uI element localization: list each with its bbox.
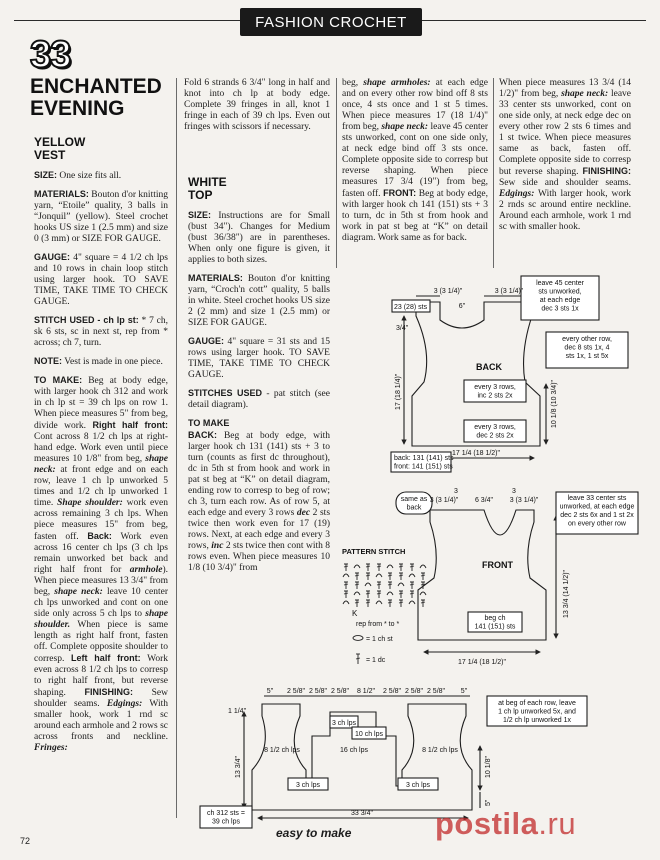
svg-text:10 1/8": 10 1/8" [485, 756, 492, 778]
back-top-w3: 3 (3 1/4)" [494, 288, 524, 295]
svg-text:8 1/2 ch lps: 8 1/2 ch lps [422, 747, 458, 754]
stitch-symbol [409, 601, 415, 604]
svg-text:8 1/2": 8 1/2" [356, 688, 376, 695]
svg-text:every other row,dec 8 sts 1x,: every other row, dec 8 sts 1x, 4 sts 1x, 1 st 5x [562, 336, 612, 360]
svg-text:2 5/8": 2 5/8" [286, 688, 306, 695]
front-label: FRONT [482, 560, 513, 570]
back-bottom-width: 17 1/4 (18 1/2)" [451, 450, 501, 457]
svg-text:3 (3 1/4)": 3 (3 1/4)" [509, 497, 539, 504]
svg-text:3 ch lps: 3 ch lps [295, 782, 321, 789]
back-label: BACK [476, 362, 502, 372]
top-instructions: SIZE: Instructions are for Small (bust 34"). Changes for Medium (bust 36/38") are in parentheses. When only one figure is given, it applies to both sizes. MATERIALS: Bouton d'or knitting yarn, “Croch'n cott” quality, 5 balls in white. Steel crochet hooks US size 2 (2 mm) and size 1 (2.5 mm) or SIZE FOR GAUGE. GAUGE: 4" square = 31 sts and 15 rows using larger hook. TO SAVE TIME, TAKE TIME TO CHECK GAUGE. STITCHES USED - pat stitch (see detail diagram). TO MAKE BACK: Beg at body edge, with larger hook ch 131 (141) sts + 3 to turn (counts as first dc throughout), dc in 5th st from hook and work in pat st beg at “K” on detail diagram, ending row to corresp to beg of row; ch 3, turn each row. As of row 5, at each edge and every 3 rows dec 2 sts twice then work even for 17 (19) rows. Next, at each edge and every 3 rows, inc 2 sts twice then cont with 8 rows even. When piece measures 10 1/8 (10 3/4)" from [188, 210, 331, 573]
stitch-symbol [377, 582, 381, 589]
stitch-symbol [344, 564, 348, 571]
svg-text:3 ch lps: 3 ch lps [331, 720, 357, 727]
stitch-symbol [366, 573, 370, 580]
stitch-symbol [355, 573, 359, 580]
back-left-height: 17 (18 1/4)" [395, 373, 402, 410]
stitch-symbol [355, 582, 359, 589]
svg-text:same asback: same as back [400, 496, 428, 512]
svg-text:every 3 rows,inc 2 sts 2x: every 3 rows, inc 2 sts 2x [474, 384, 516, 400]
top-heading: WHITE TOP [188, 175, 227, 202]
svg-text:leave 45 centersts unworked,at: leave 45 center sts unworked, at each edge dec 3 sts 1x [536, 280, 584, 313]
svg-text:5": 5" [460, 688, 468, 695]
svg-text:beg ch141 (151) sts: beg ch 141 (151) sts [474, 615, 516, 631]
svg-text:13 3/4": 13 3/4" [235, 756, 242, 778]
svg-text:K: K [352, 609, 358, 618]
stitch-symbol [388, 573, 392, 580]
top-instructions-col4: When piece measures 13 3/4 (14 1/2)" from beg, shape neck: leave 33 center sts unworked, cont on one side only, at neck edge dec on every other row 2 sts 6 times and 1 st twice. When piece measures same as back, fasten off. Complete opposite side to corresp but reverse shaping. FINISHING: Sew side and shoulder seams. Edgings: With larger hook, work 2 rnds sc around entire neckline. Around each armhole, work 1 rnd sc with smaller hook. [499, 78, 632, 232]
svg-text:3: 3 [512, 488, 516, 495]
stitch-symbol [399, 573, 403, 580]
stitch-symbol [355, 600, 359, 607]
svg-text:5": 5" [485, 799, 492, 806]
svg-text:= 1 dc: = 1 dc [366, 657, 386, 664]
section-banner: FASHION CROCHET [240, 8, 422, 36]
stitch-symbol [420, 592, 426, 595]
stitch-symbol [387, 565, 393, 568]
stitch-symbol [365, 583, 371, 586]
page-number: 72 [20, 836, 31, 846]
top-instructions-col3: beg, shape armholes: at each edge and on every other row bind off 8 sts once, 4 sts once and 1 st 5 times. When piece measures 17 (18 1/4)" from beg, shape neck: leave 45 center sts unworked, cont on one side only, at neck edge bind off 3 sts once. Complete opposite side to corresp but reverse shaping. When piece measures 17 3/4 (19") from beg, fasten off. FRONT: Beg at body edge, with larger hook ch 141 (151) sts + 3 to turn, dc in 5th st from hook and work in pat st beg at “K” on detail diagram. Work same as for back. [342, 78, 489, 243]
svg-text:= 1 ch st: = 1 ch st [366, 636, 393, 643]
svg-text:2 5/8": 2 5/8" [426, 688, 446, 695]
svg-text:rep from * to *: rep from * to * [356, 621, 400, 628]
stitch-symbol [354, 592, 360, 595]
stitch-symbol [399, 564, 403, 571]
svg-text:every 3 rows,dec 2 sts 2x: every 3 rows, dec 2 sts 2x [474, 424, 516, 440]
stitch-symbol [420, 565, 426, 568]
svg-text:at beg of each row, leave1 ch: at beg of each row, leave 1 ch lp unworked 5x, and 1/2 ch lp unworked 1x [498, 700, 576, 724]
pattern-title: ENCHANTED EVENING [30, 75, 162, 120]
svg-text:10 ch lps: 10 ch lps [354, 731, 384, 738]
back-left-top: 3/4" [396, 325, 409, 332]
back-top-sts: 23 (28) sts [394, 304, 428, 311]
stitch-symbol [354, 565, 360, 568]
stitch-symbol [399, 600, 403, 607]
stitch-symbol [343, 574, 349, 577]
watermark: postila.ru [435, 806, 577, 841]
svg-text:2 5/8": 2 5/8" [330, 688, 350, 695]
stitch-symbol [398, 583, 404, 586]
easy-to-make-logo: easy to make [276, 826, 352, 840]
stitch-symbol [366, 564, 370, 571]
svg-text:3 ch lps: 3 ch lps [405, 782, 431, 789]
svg-text:8 1/2 ch lps: 8 1/2 ch lps [264, 747, 300, 754]
svg-text:2 5/8": 2 5/8" [308, 688, 328, 695]
stitch-symbol [377, 591, 381, 598]
svg-text:6 3/4": 6 3/4" [474, 497, 494, 504]
stitch-symbol [344, 582, 348, 589]
stitch-symbol [366, 591, 370, 598]
pattern-stitch-label: PATTERN STITCH [342, 547, 406, 556]
svg-text:5": 5" [266, 688, 274, 695]
svg-text:back: 131 (141) stsfront: 141: back: 131 (141) sts front: 141 (151) sts [394, 455, 454, 471]
top-instructions-col2: Fold 6 strands 6 3/4" long in half and knot into ch lp at body edge. Complete 39 fringes in all, knot 1 fringe in each of 39 ch lps. Even out fringes with scissors if necessary. [184, 78, 330, 132]
front-right-height: 13 3/4 (14 1/2)" [563, 569, 570, 618]
svg-text:leave 33 center stsunworked, a: leave 33 center sts unworked, at each edge dec 2 sts 6x and 1 st 2x on every other row [559, 495, 635, 528]
svg-text:3 (3 1/4)": 3 (3 1/4)" [429, 497, 459, 504]
stitch-symbol [344, 591, 348, 598]
back-top-w2: 6" [458, 303, 466, 310]
svg-text:3: 3 [454, 488, 458, 495]
stitch-symbol [388, 600, 392, 607]
stitch-symbol [366, 600, 370, 607]
front-bottom-width: 17 1/4 (18 1/2)" [457, 659, 507, 666]
vest-heading: YELLOW VEST [34, 135, 86, 162]
vest-instructions: SIZE: One size fits all. MATERIALS: Bouton d'or knitting yarn, “Etoile” quality, 3 balls in “Jonquil” (yellow). Steel crochet hooks US size 1 (2.5 mm) and size 0 (3 mm) or SIZE FOR GAUGE. GAUGE: 4" square = 4 1/2 ch lps and 10 rows in chain loop stitch using larger hook. TO SAVE TIME, TAKE TIME TO CHECK GAUGE. STITCH USED - ch lp st: * 7 ch, sk 6 sts, sc in next st, rep from * across; ch 7, turn. NOTE: Vest is made in one piece. TO MAKE: Beg at body edge, with larger hook ch 312 and work in ch lp st = 39 ch lps on row 1. When piece measures 5" from beg, divide work. Right half front: Cont across 8 1/2 ch lps at right-hand edge. Work even until piece measures 10 1/8" from beg, shape neck: at front edge and on each row, leave 1 ch lp unworked 5 times and 1/2 ch lp unworked 1 time. Shape shoulder: work even across remaining 3 ch lps. When piece measures 15" from beg, fasten off. Back: Work even across 16 center ch lps (3 ch lps remain unworked bet back and right half front for armhole). When piece measures 13 3/4" from beg, shape neck: leave 10 center ch lps unworked and cont on one side only across 5 ch lps to shape shoulder. When piece is same length as right half front, fasten off. Complete opposite shoulder to corresp. Left half front: Work even across 8 1/2 ch lps to corresp to right half front, but reverse shaping. FINISHING: Sew shoulder seams. Edgings: With smaller hook, work 1 rnd sc around each armhole and 2 rows sc across fronts and neckline. Fringes: [34, 170, 169, 753]
stitch-symbol [343, 601, 349, 604]
stitch-symbol [421, 600, 425, 607]
stitch-symbol [376, 601, 382, 604]
svg-text:16 ch lps: 16 ch lps [339, 747, 369, 754]
svg-text:2 5/8": 2 5/8" [404, 688, 424, 695]
svg-text:ch 312 sts =39 ch lps: ch 312 sts = 39 ch lps [207, 810, 245, 826]
back-top-w1: 3 (3 1/4)" [433, 288, 463, 295]
pattern-number: 33 [30, 34, 71, 76]
stitch-symbol [377, 564, 381, 571]
stitch-symbol [376, 574, 382, 577]
back-right-height: 10 1/8 (10 3/4)" [551, 379, 558, 428]
stitch-symbol [388, 582, 392, 589]
svg-text:1 1/4": 1 1/4" [228, 708, 247, 715]
stitch-symbol [410, 591, 414, 598]
stitch-symbol [410, 582, 414, 589]
svg-text:2 5/8": 2 5/8" [382, 688, 402, 695]
stitch-symbol [399, 591, 403, 598]
stitch-symbol [409, 574, 415, 577]
svg-text:33 3/4": 33 3/4" [351, 810, 373, 817]
stitch-symbol [421, 573, 425, 580]
stitch-symbol [410, 564, 414, 571]
stitch-symbol [387, 592, 393, 595]
